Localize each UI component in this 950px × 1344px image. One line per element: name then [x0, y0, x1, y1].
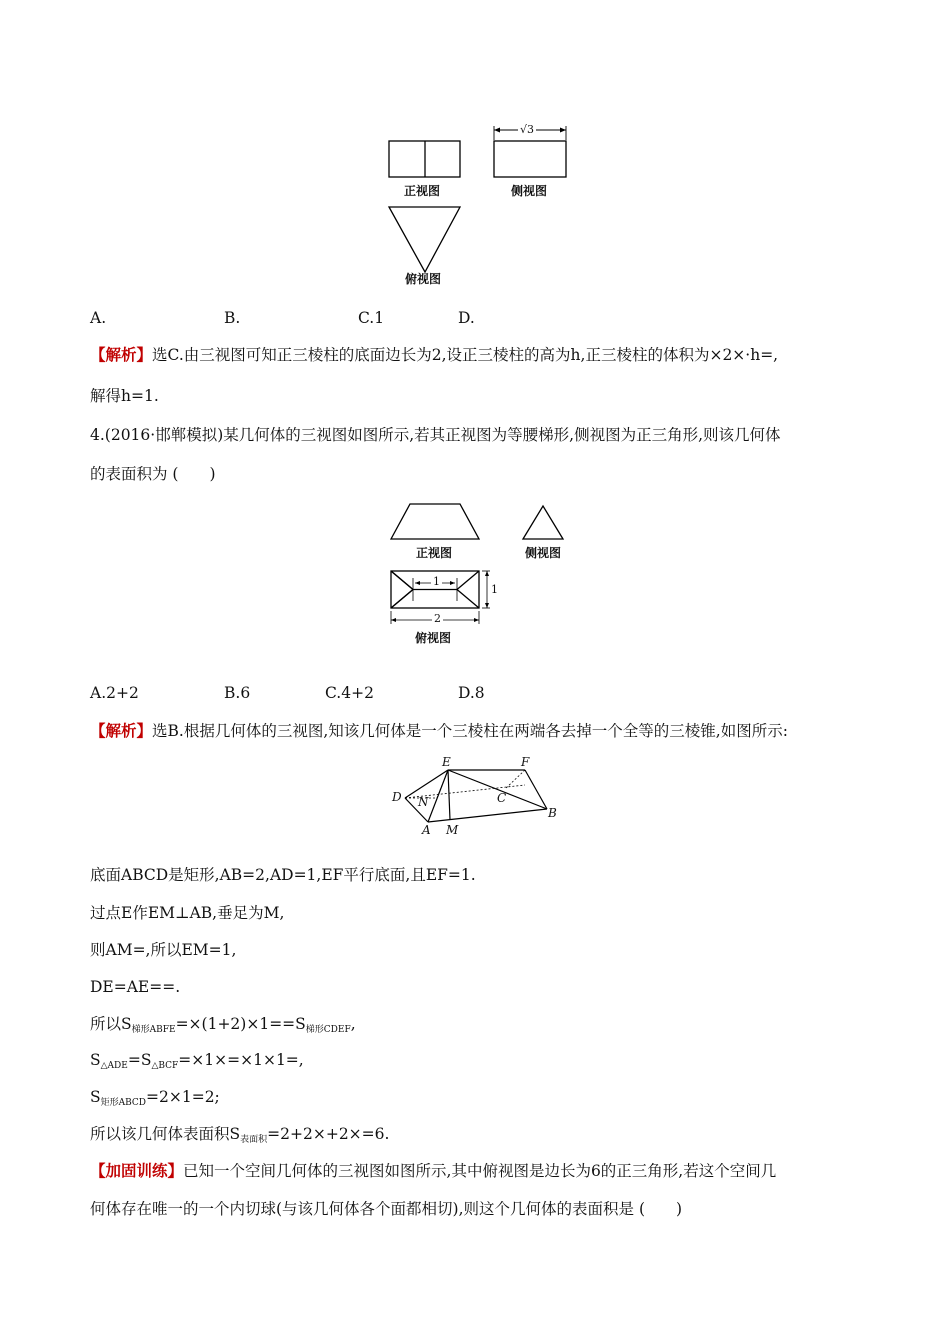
solution-line-3: 则AM=,所以EM=1, [90, 941, 237, 959]
practice-line-2: 何体存在唯一的一个内切球(与该几何体各个面都相切),则这个几何体的表面积是 ( ) [90, 1200, 683, 1218]
front-view-caption: 正视图 [404, 184, 441, 198]
solution-line-2: 过点E作EM⊥AB,垂足为M, [90, 904, 285, 922]
s5-c: , [350, 1015, 356, 1033]
figure-three-views-1 [380, 120, 580, 290]
figure-three-views-2 [380, 498, 580, 648]
side-view-rect [494, 141, 566, 177]
q4-stem-line-2: 的表面积为 ( ) [90, 465, 216, 483]
practice-line-1 [90, 1161, 776, 1181]
height-dim-label: 1 [491, 583, 498, 596]
s8-b: =2+2×+2×=6. [267, 1125, 390, 1143]
label-E: E [442, 755, 451, 769]
s8-sub: 表面积 [240, 1135, 268, 1145]
s7-b: =2×1=2; [146, 1088, 220, 1106]
q4-solution-text: 选B.根据几何体的三视图,知该几何体是一个三棱柱在两端各去掉一个全等的三棱锥,如图所示: [152, 722, 788, 740]
front-view-caption-2: 正视图 [416, 546, 453, 560]
s6-sub2: △BCF [151, 1061, 179, 1071]
q4-option-a: A.2+2 [90, 684, 139, 702]
three-views-2-drawing [380, 498, 580, 648]
side-dim-label: √3 [520, 123, 535, 136]
s7-sub: 矩形ABCD [100, 1098, 147, 1108]
q3-solution-line-2: 解得h=1. [90, 387, 159, 405]
side-view-triangle [523, 506, 563, 539]
solution-line-1: 底面ABCD是矩形,AB=2,AD=1,EF平行底面,且EF=1. [90, 866, 476, 884]
inner-dim-label: 1 [433, 575, 440, 588]
practice-text-1: 已知一个空间几何体的三视图如图所示,其中俯视图是边长为6的正三角形,若这个空间几 [183, 1162, 777, 1180]
label-D: D [392, 790, 402, 804]
s8-a: 所以该几何体表面积S [90, 1125, 241, 1143]
s5-b: =×(1+2)×1==S [175, 1015, 306, 1033]
q4-option-c: C.4+2 [325, 684, 374, 702]
label-A: A [422, 823, 431, 837]
q3-option-d: D. [458, 309, 475, 327]
solid-drawing [385, 752, 575, 844]
s6-c: =×1×=×1×1=, [178, 1051, 304, 1069]
s7-a: S [90, 1088, 101, 1106]
s5-sub2: 梯形CDEF [305, 1025, 351, 1035]
s6-a: S [90, 1051, 101, 1069]
q4-option-d: D.8 [458, 684, 485, 702]
solution-line-5 [90, 1014, 356, 1040]
solution-line-6 [90, 1050, 304, 1076]
label-N: N [418, 795, 429, 809]
top-view-triangle [389, 207, 460, 272]
q3-option-b: B. [224, 309, 241, 327]
q4-stem-line-1: 4.(2016·邯郸模拟)某几何体的三视图如图所示,若其正视图为等腰梯形,侧视图为正三角形,则该几何体 [90, 426, 781, 444]
label-C: C [497, 791, 507, 805]
solution-tag: 【解析】 [90, 346, 153, 364]
solution-line-4: DE=AE==. [90, 978, 181, 996]
q4-option-b: B.6 [224, 684, 251, 702]
q3-option-a: A. [90, 309, 107, 327]
solution-line-8 [90, 1124, 389, 1150]
solution-tag-2: 【解析】 [90, 722, 153, 740]
practice-tag: 【加固训练】 [90, 1162, 184, 1180]
s6-b: =S [127, 1051, 152, 1069]
s5-a: 所以S [90, 1015, 132, 1033]
q4-solution-line-1 [90, 721, 788, 741]
front-view-trapezoid [391, 504, 479, 539]
figure-solid [385, 752, 575, 844]
width-dim-label: 2 [434, 612, 441, 625]
label-F: F [521, 755, 530, 769]
label-M: M [446, 823, 459, 837]
q3-option-c: C.1 [358, 309, 385, 327]
solution-line-7 [90, 1087, 220, 1113]
top-view-caption-2: 俯视图 [415, 631, 452, 645]
q3-solution-line-1 [90, 345, 778, 365]
top-view-caption: 俯视图 [405, 272, 442, 286]
side-view-caption-2: 侧视图 [525, 546, 562, 560]
q3-solution-text: 选C.由三视图可知正三棱柱的底面边长为2,设正三棱柱的高为h,正三棱柱的体积为×2×·h=, [152, 346, 779, 364]
three-views-1-drawing [380, 120, 580, 290]
s5-sub1: 梯形ABFE [131, 1025, 176, 1035]
s6-sub1: △ADE [100, 1061, 128, 1071]
side-view-caption: 侧视图 [511, 184, 548, 198]
label-B: B [548, 806, 557, 820]
